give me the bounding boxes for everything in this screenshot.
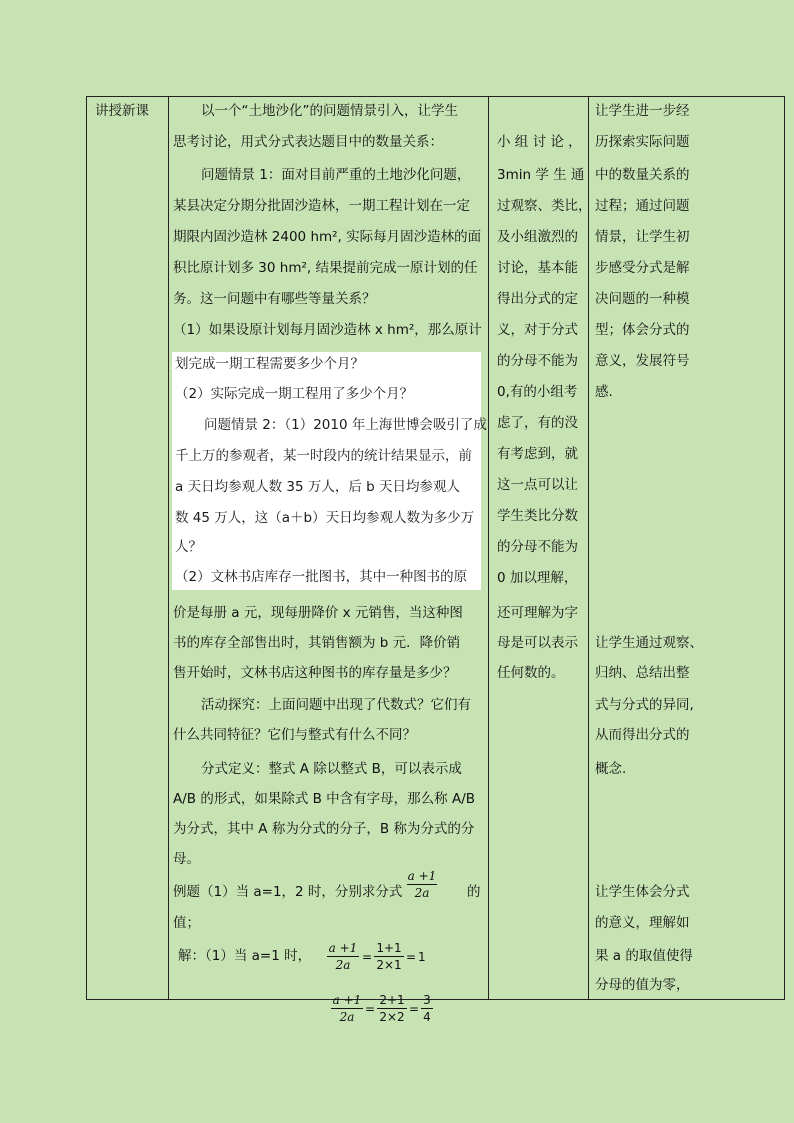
equation-2-result <box>421 993 433 1024</box>
text-line: 值； <box>173 915 200 931</box>
text-line: 学生类比分数 <box>497 508 578 524</box>
text-line: 活动探究：上面问题中出现了代数式？它们有 <box>201 697 471 713</box>
math-part <box>377 1008 407 1009</box>
math-part <box>327 956 359 957</box>
text-line: 情景，让学生初 <box>595 229 690 245</box>
text-line: 任何数的。 <box>497 665 565 681</box>
text-line: 的分母不能为 <box>497 539 578 555</box>
text-line: （2）文林书店库存一批图书，其中一种图书的原 <box>175 569 468 585</box>
column-divider-3 <box>588 96 589 1000</box>
text-line: 过程；通过问题 <box>595 198 690 214</box>
math-part: = <box>409 1002 420 1016</box>
text-line: 0 加以理解， <box>497 570 578 586</box>
text-line: 果 a 的取值使得 <box>595 948 693 964</box>
text-line: 问题情景 2：（1）2010 年上海世博会吸引了成 <box>204 417 487 433</box>
math-part: a +1 <box>328 941 358 955</box>
math-part: = <box>406 950 417 964</box>
text-line: 得出分式的定 <box>497 291 578 307</box>
text-line: 归纳、总结出整 <box>595 665 690 681</box>
text-line: 还可理解为字 <box>497 605 578 621</box>
text-line: 某县决定分期分批固沙造林，一期工程计划在一定 <box>173 198 470 214</box>
math-part: = <box>362 950 373 964</box>
text-line: 售开始时，文林书店这种图书的库存量是多少？ <box>173 665 457 681</box>
math-part <box>421 1008 433 1009</box>
text-line: 0,有的小组考 <box>497 384 578 400</box>
equation-2-lhs <box>331 993 363 1024</box>
math-part: 3 <box>423 993 431 1007</box>
text-line: 母是可以表示 <box>497 635 578 651</box>
text-line: 以一个“土地沙化”的问题情景引入，让学生 <box>201 103 458 119</box>
text-line: 让学生体会分式 <box>595 884 690 900</box>
text-line: 务。这一问题中有哪些等量关系？ <box>173 291 376 307</box>
text-line: 价是每册 a 元，现每册降价 x 元销售，当这种图 <box>173 605 463 621</box>
text-line: 历探索实际问题 <box>595 134 690 150</box>
math-part: 2+1 <box>379 993 405 1007</box>
math-part: 2a <box>339 1010 355 1024</box>
text-line: 分式定义：整式 A 除以整式 B，可以表示成 <box>201 761 462 777</box>
math-part <box>407 884 437 885</box>
text-line: 虑了，有的没 <box>497 415 578 431</box>
text-line: 概念. <box>595 761 627 777</box>
text-line: 中的数量关系的 <box>595 167 690 183</box>
text-line: （2）实际完成一期工程用了多少个月？ <box>175 386 414 402</box>
text-line: 型；体会分式的 <box>595 322 690 338</box>
question-1-line: （1）如果设原计划每月固沙造林 x hm²，那么原计 <box>173 322 482 338</box>
math-part: 4 <box>423 1010 431 1024</box>
text-line: 书的库存全部售出时，其销售额为 b 元．降价销 <box>173 635 461 651</box>
text-line: 划完成一期工程需要多少个月？ <box>175 356 364 372</box>
text-line: 小 组 讨 论 ， <box>497 134 582 150</box>
text-line: 的分母不能为 <box>497 353 578 369</box>
text-line: 意义，发展符号 <box>595 353 690 369</box>
text-line: 解：（1）当 a=1 时， <box>178 948 312 964</box>
text-line: a 天日均参观人数 35 万人，后 b 天日均参观人 <box>175 479 460 495</box>
text-line: 人？ <box>175 539 202 555</box>
text-line: 3min 学 生 通 <box>497 167 585 183</box>
math-part: 2a <box>335 958 351 972</box>
text-line: 式与分式的异同, <box>595 697 694 713</box>
text-line: 什么共同特征？它们与整式有什么不同？ <box>173 727 416 743</box>
section-label: 讲授新课 <box>95 103 149 119</box>
math-part <box>331 1008 363 1009</box>
text-line: 的 <box>467 884 481 900</box>
text-line: 积比原计划多 30 hm², 结果提前完成一原计划的任 <box>173 260 478 276</box>
text-line: 例题（1）当 a=1，2 时，分别求分式 <box>173 884 403 900</box>
math-part: a +1 <box>332 993 362 1007</box>
text-line: 的意义，理解如 <box>595 915 690 931</box>
text-line: 让学生进一步经 <box>595 103 690 119</box>
math-part: 2×2 <box>379 1010 405 1024</box>
text-line: 让学生通过观察、 <box>595 635 703 651</box>
math-part: 1+1 <box>376 941 402 955</box>
equation-1-mid <box>374 941 404 972</box>
text-line: 问题情景 1：面对目前严重的土地沙化问题， <box>201 167 471 183</box>
text-line: A/B 的形式，如果除式 B 中含有字母，那么称 A/B <box>173 791 476 807</box>
text-line: 决问题的一种模 <box>595 291 690 307</box>
text-line: 及小组激烈的 <box>497 229 578 245</box>
text-line: 数 45 万人，这（a＋b）天日均参观人数为多少万 <box>175 510 475 526</box>
text-line: 这一点可以让 <box>497 477 578 493</box>
text-line: 母。 <box>173 851 200 867</box>
math-part: 2a <box>414 886 430 900</box>
text-line: 从而得出分式的 <box>595 727 690 743</box>
text-line: 期限内固沙造林 2400 hm², 实际每月固沙造林的面 <box>173 229 482 245</box>
column-divider-1 <box>168 96 169 1000</box>
math-part: 2×1 <box>376 958 402 972</box>
equation-2-mid <box>377 993 407 1024</box>
column-divider-2 <box>488 96 489 1000</box>
text-line: 思考讨论，用式分式表达题目中的数量关系： <box>173 134 443 150</box>
table-left-border <box>86 96 87 1000</box>
pasted-image-block <box>172 352 487 590</box>
math-part: 1 <box>418 950 426 964</box>
text-line: 感. <box>595 384 613 400</box>
math-part: = <box>365 1002 376 1016</box>
fraction-a-plus-1-over-2a <box>407 869 437 900</box>
table-right-border <box>784 96 785 1000</box>
text-line: 为分式，其中 A 称为分式的分子，B 称为分式的分 <box>173 821 475 837</box>
text-line: 过观察、类比， <box>497 198 592 214</box>
equation-1-lhs <box>327 941 359 972</box>
text-line: 千上万的参观者，某一时段内的统计结果显示，前 <box>175 448 472 464</box>
text-line: 有考虑到，就 <box>497 446 578 462</box>
text-line: 步感受分式是解 <box>595 260 690 276</box>
text-line: 分母的值为零， <box>595 977 690 993</box>
text-line: 讨论，基本能 <box>497 260 578 276</box>
math-part: a +1 <box>407 869 437 883</box>
text-line: 义，对于分式 <box>497 322 578 338</box>
math-part <box>374 956 404 957</box>
